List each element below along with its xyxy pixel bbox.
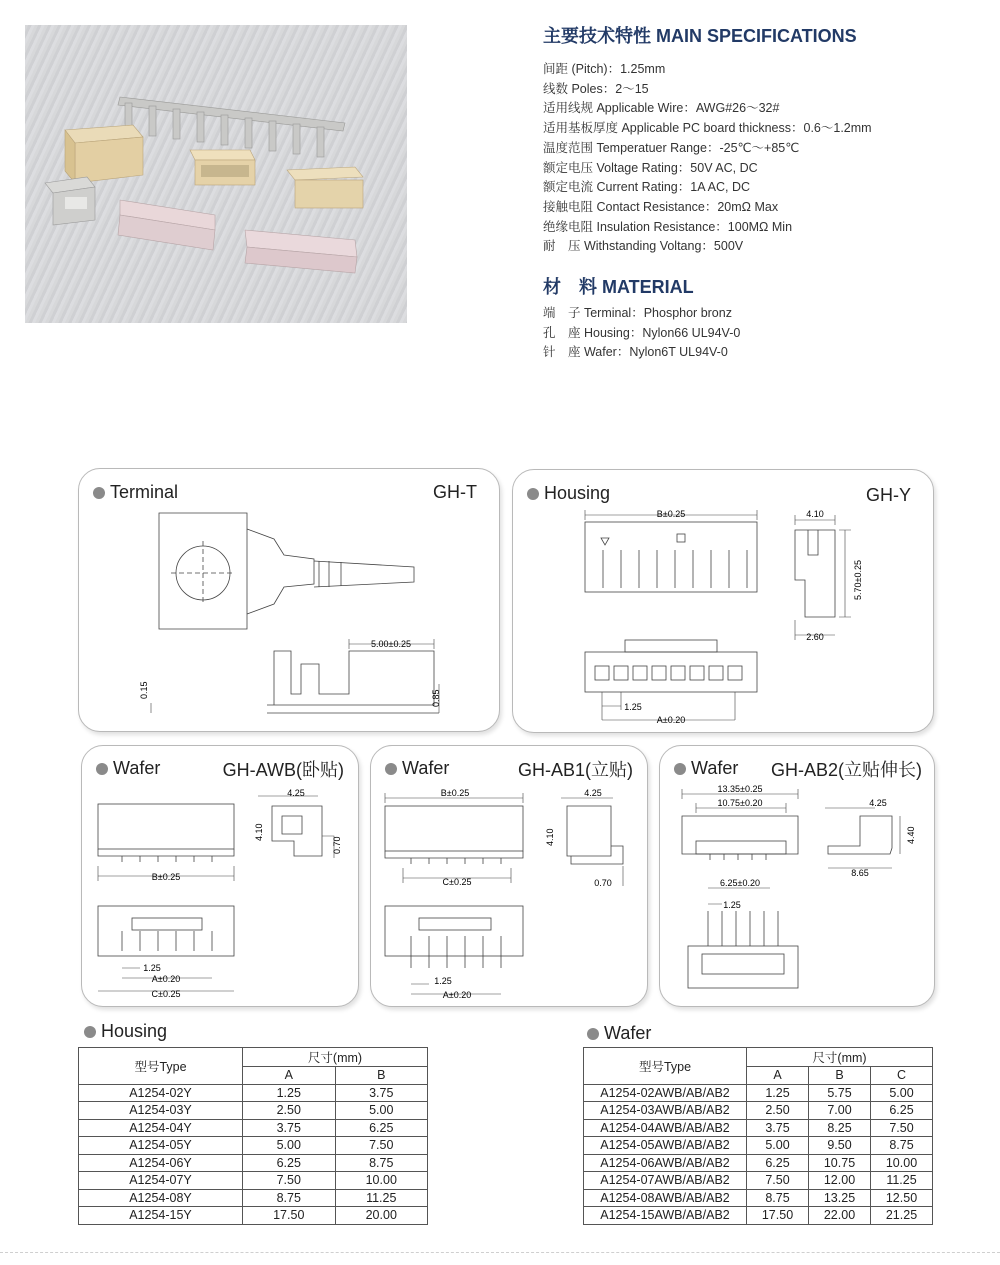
col-a-header: A [243,1067,336,1085]
wafer-beige-center [190,150,255,185]
size-header: 尺寸(mm) [243,1048,428,1067]
table-row: A1254-08Y 8.75 11.25 [79,1189,428,1207]
material-wafer: 针 座 Wafer：Nylon6T UL94V-0 [543,345,728,360]
col-b-header: B [335,1067,428,1085]
wafer-table-title: Wafer [587,1023,651,1044]
wafer-ab2-dim-outer: 13.35±0.25 [717,784,763,794]
wafer-awb-panel-code: GH-AWB(卧贴) [222,760,344,780]
table-row: A1254-03AWB/AB/AB2 2.50 7.00 6.25 [584,1102,933,1120]
table-row: A1254-04Y 3.75 6.25 [79,1119,428,1137]
table-row: A1254-08AWB/AB/AB2 8.75 13.25 12.50 [584,1189,933,1207]
type-header: 型号Type [79,1048,243,1085]
housing-dim-a: A±0.20 [656,715,686,725]
bullet-icon [587,1028,599,1040]
bullet-icon [84,1026,96,1038]
product-photo [25,25,407,323]
spec-insulation-resistance: 绝缘电阻 Insulation Resistance：100MΩ Min [543,219,793,234]
wafer-ab1-drawing [371,746,647,1006]
housing-table [78,1047,428,1225]
housing-table-title: Housing [84,1021,167,1042]
wafer-awb-dim-offset: 0.70 [332,836,342,854]
terminal-dim-thickness: 0.15 [139,681,149,699]
spec-poles: 线数 Poles：2～15 [543,81,649,96]
housing-dim-base: 2.60 [806,632,824,642]
col-a-header: A [747,1067,809,1085]
material-list [543,304,740,363]
col-b-header: B [809,1067,871,1085]
housing-drawing [513,470,933,732]
type-header: 型号Type [584,1048,747,1085]
wafer-ab1-panel [370,745,648,1007]
wafer-awb-panel-title: Wafer [96,758,160,779]
housing-dim-height: 5.70±0.25 [853,560,863,600]
wafer-ab1-panel-title: Wafer [385,758,449,779]
wafer-ab1-dim-c: C±0.25 [442,877,472,887]
terminal-dim-height: 0.85 [431,689,441,707]
connector-parts-illustration [25,25,407,323]
wafer-awb-drawing [82,746,358,1006]
wafer-awb-dim-width: 4.25 [287,788,305,798]
housing-pink-1 [118,200,215,250]
housing-panel [512,469,934,733]
footer-divider [0,1252,1000,1253]
table-row: A1254-02Y 1.25 3.75 [79,1084,428,1102]
table-row: A1254-05Y 5.00 7.50 [79,1137,428,1155]
table-row: A1254-05AWB/AB/AB2 5.00 9.50 8.75 [584,1137,933,1155]
spec-current: 额定电流 Current Rating：1A AC, DC [543,180,751,195]
housing-panel-title: Housing [527,483,610,504]
housing-dim-b: B±0.25 [656,509,686,519]
wafer-ab2-panel [659,745,935,1007]
col-c-header: C [871,1067,933,1085]
housing-dim-pitch: 1.25 [624,702,642,712]
terminal-panel [78,468,500,732]
wafer-awb-dim-c: C±0.25 [151,989,181,999]
wafer-ab2-dim-depth: 4.25 [869,798,887,808]
wafer-awb-dim-pitch: 1.25 [143,963,161,973]
table-row: A1254-03Y 2.50 5.00 [79,1102,428,1120]
wafer-beige-right [287,167,363,208]
wafer-ab1-dim-a: A±0.20 [442,990,472,1000]
wafer-ab2-drawing [660,746,934,1006]
spec-board-thickness: 适用基板厚度 Applicable PC board thickness：0.6～1.2mm [543,121,872,136]
wafer-ab2-panel-title: Wafer [674,758,738,779]
spec-withstanding-voltage: 耐 压 Withstanding Voltang：500V [543,239,744,254]
wafer-awb-dim-a: A±0.20 [151,974,181,984]
wafer-ab2-dim-length: 8.65 [851,868,869,878]
material-terminal: 端 子 Terminal：Phosphor bronz [543,306,732,320]
specs-title: 主要技术特性 MAIN SPECIFICATIONS [543,26,857,46]
specs-list [543,60,872,257]
wafer-table [583,1047,933,1225]
terminal-panel-title: Terminal [93,482,178,503]
wafer-ab1-dim-pitch: 1.25 [434,976,452,986]
housing-panel-code: GH-Y [866,485,911,505]
wafer-ab1-dim-offset: 0.70 [594,878,612,888]
material-housing: 孔 座 Housing：Nylon66 UL94V-0 [543,325,741,340]
spec-pitch: 间距 (Pitch)：1.25mm [543,62,666,76]
wafer-beige-left [65,125,143,183]
housing-pink-2 [245,230,357,273]
wafer-ab2-dim-height: 4.40 [906,826,916,844]
size-header: 尺寸(mm) [747,1048,933,1067]
wafer-awb-panel [81,745,359,1007]
material-title: 材 料 MATERIAL [543,277,694,297]
wafer-ab2-dim-inner: 10.75±0.20 [717,798,763,808]
table-row: A1254-15Y 17.50 20.00 [79,1207,428,1225]
wafer-ab1-dim-height: 4.10 [545,828,555,846]
spec-temperature: 温度范围 Temperatuer Range：-25℃～+85℃ [543,140,800,155]
spec-wire: 适用线规 Applicable Wire：AWG#26～32# [543,101,780,116]
wafer-ab2-panel-code: GH-AB2(立贴伸长) [770,760,922,780]
wafer-ab2-dim-span: 6.25±0.20 [720,878,760,888]
table-row: A1254-02AWB/AB/AB2 1.25 5.75 5.00 [584,1084,933,1102]
terminal-panel-code: GH-T [433,482,477,502]
wafer-ab1-dim-b: B±0.25 [440,788,470,798]
terminal-drawing [79,469,499,731]
table-row: A1254-15AWB/AB/AB2 17.50 22.00 21.25 [584,1207,933,1225]
terminal-dim-length: 5.00±0.25 [371,639,411,649]
spec-contact-resistance: 接触电阻 Contact Resistance：20mΩ Max [543,199,779,214]
wafer-awb-dim-height: 4.10 [254,823,264,841]
wafer-ab1-panel-code: GH-AB1(立贴) [517,760,633,780]
table-row: A1254-04AWB/AB/AB2 3.75 8.25 7.50 [584,1119,933,1137]
table-row: A1254-07Y 7.50 10.00 [79,1172,428,1190]
table-row: A1254-07AWB/AB/AB2 7.50 12.00 11.25 [584,1172,933,1190]
housing-dim-depth: 4.10 [806,509,824,519]
wafer-ab2-dim-pitch: 1.25 [723,900,741,910]
spec-voltage: 额定电压 Voltage Rating：50V AC, DC [543,160,758,175]
table-row: A1254-06AWB/AB/AB2 6.25 10.75 10.00 [584,1154,933,1172]
table-row: A1254-06Y 6.25 8.75 [79,1154,428,1172]
wafer-awb-dim-b: B±0.25 [151,872,181,882]
wafer-grey [45,177,95,225]
wafer-ab1-dim-depth: 4.25 [584,788,602,798]
